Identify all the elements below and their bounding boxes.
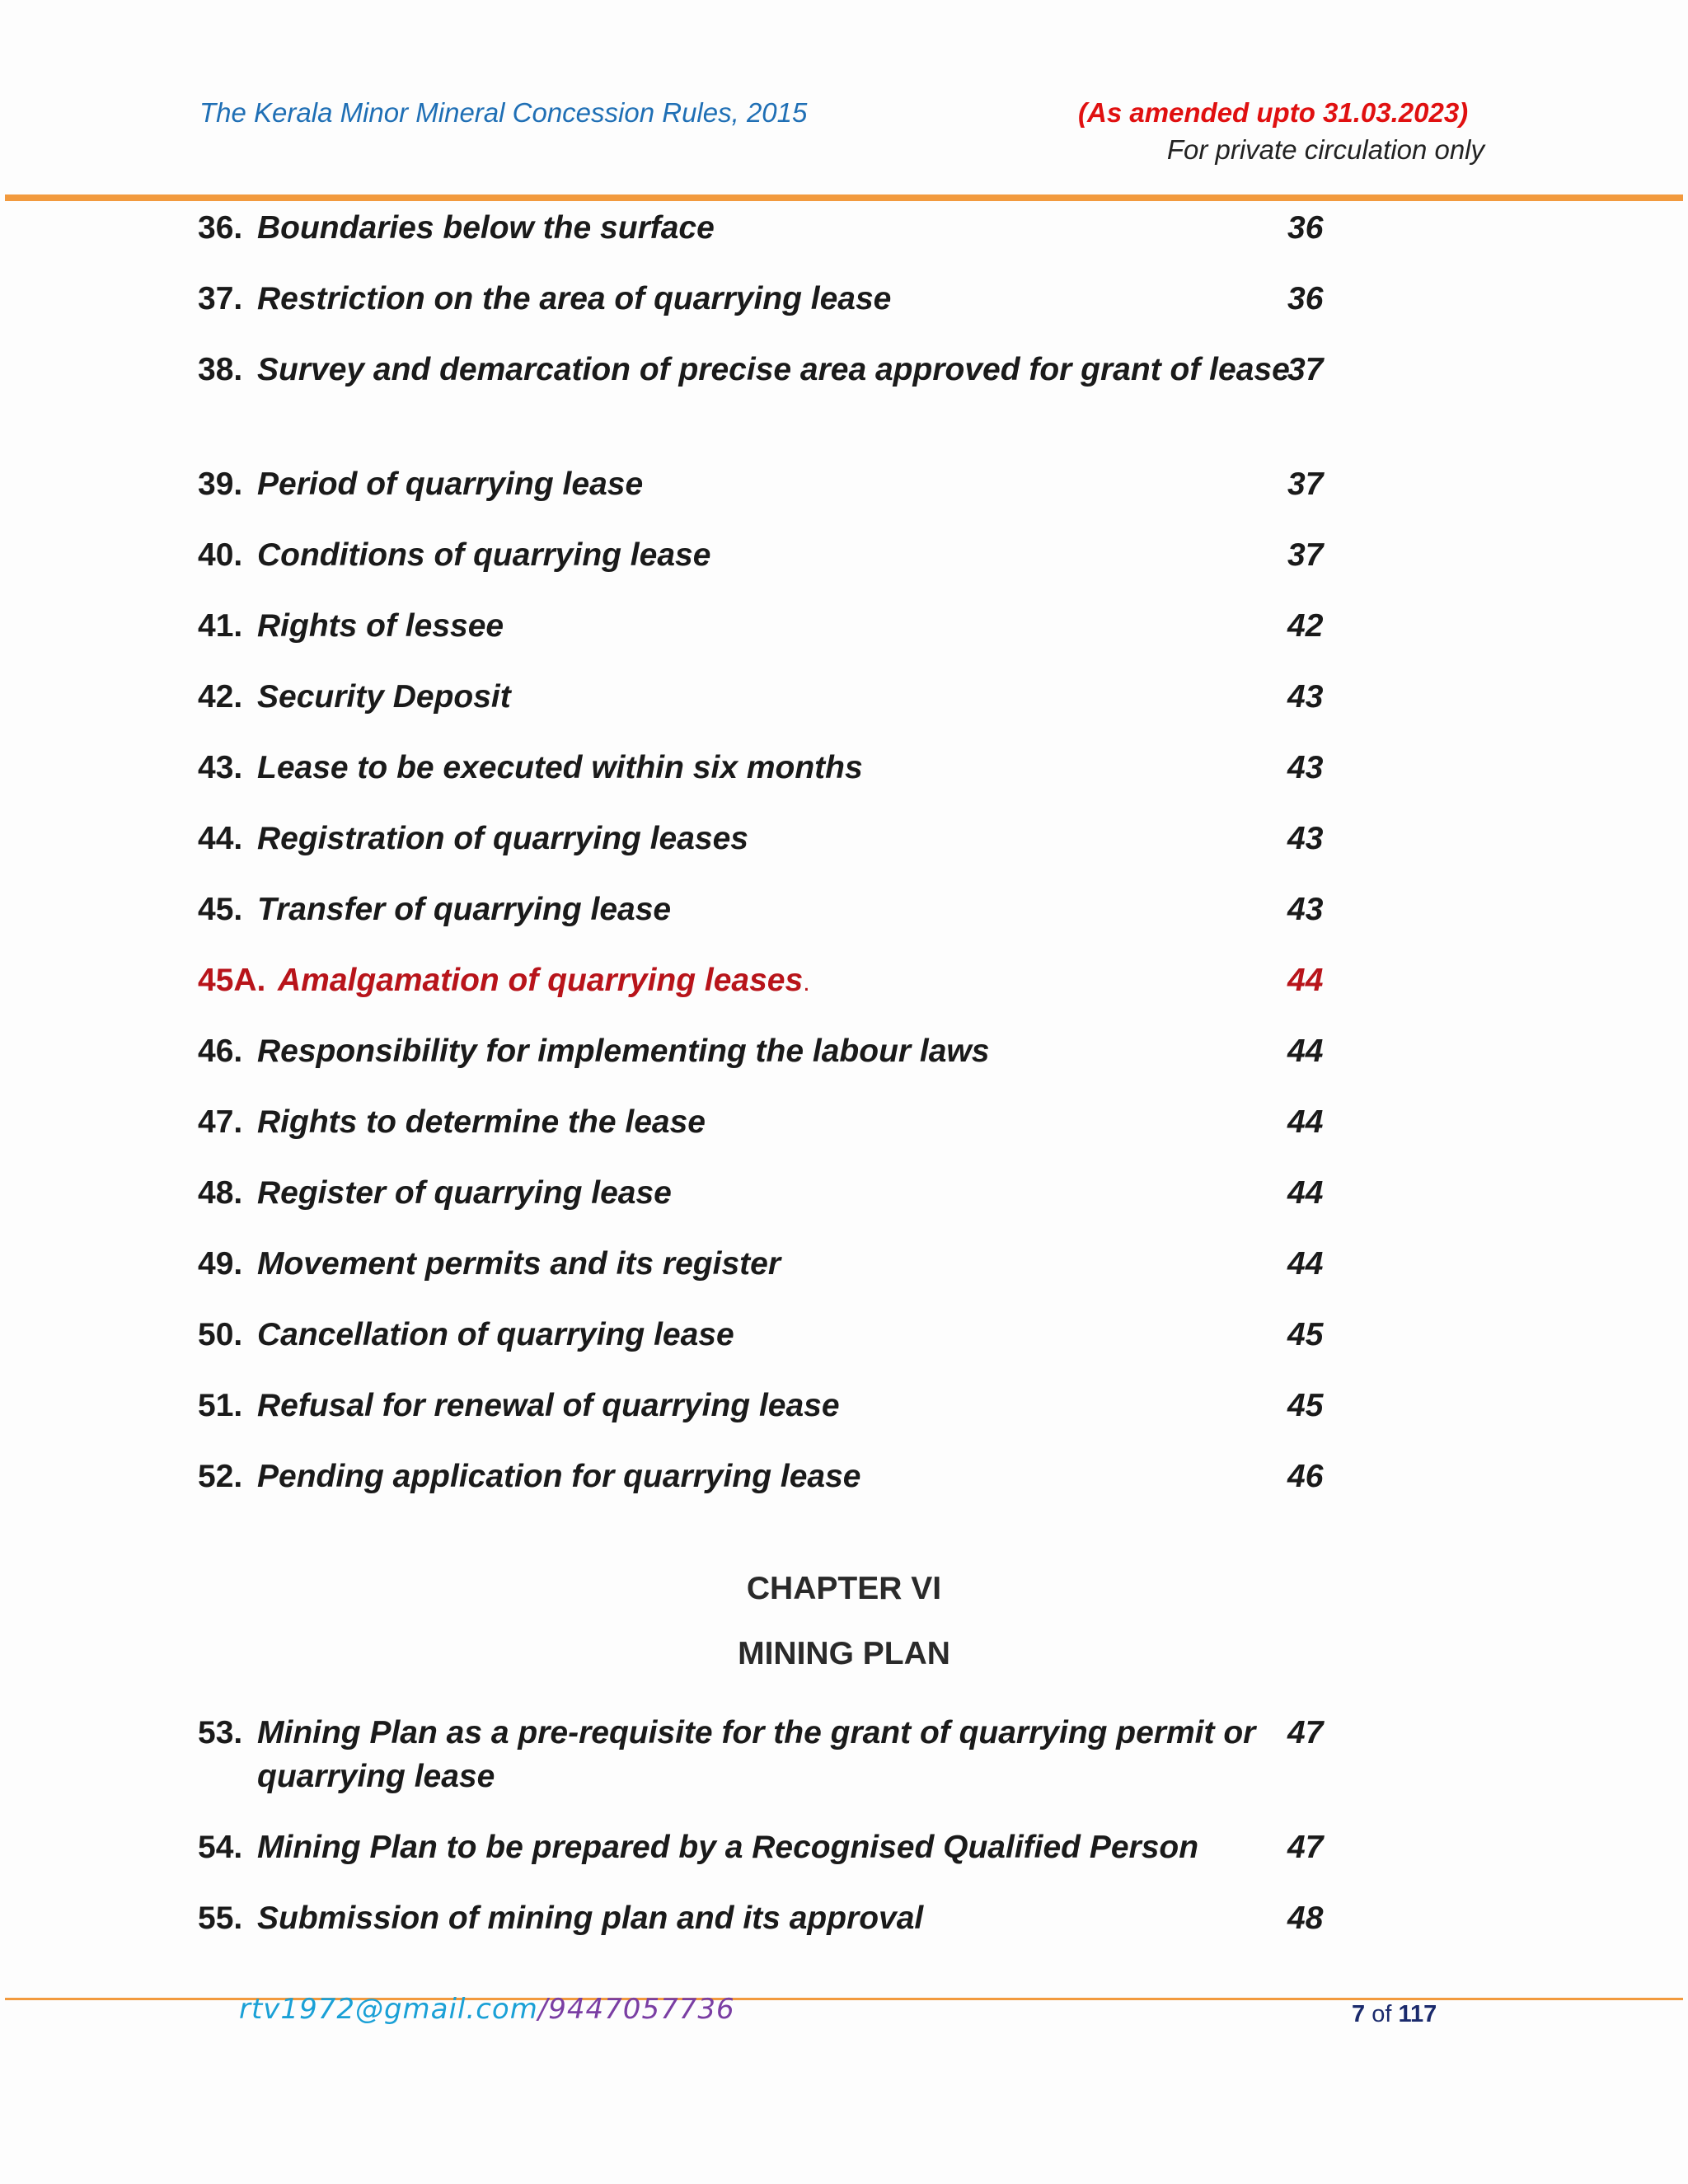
toc-entry-title — [257, 1029, 1296, 1073]
header-circulation-note: For private circulation only — [1166, 134, 1484, 165]
toc-entry-number: 37. — [198, 281, 243, 316]
toc-entry-page: 44 — [1287, 1033, 1324, 1069]
toc-entry-number: 54. — [198, 1830, 243, 1865]
toc-entry-number: 38. — [198, 352, 243, 387]
toc-entry-page: 44 — [1287, 1104, 1324, 1140]
toc-entry-title-text: Survey and demarcation of precise area approved for grant of lease — [257, 352, 1290, 387]
toc-entry-title — [257, 817, 1296, 860]
toc-entry-title-text: Movement permits and its register — [257, 1246, 781, 1282]
toc-entry-title — [257, 1100, 1296, 1144]
footer-phone: 9447057736 — [548, 1993, 735, 2026]
toc-entry-title — [257, 888, 1296, 931]
toc-entry-title — [257, 206, 1296, 250]
toc-entry-title — [257, 1455, 1296, 1498]
toc-entry-title-text: Lease to be executed within six months — [257, 750, 863, 785]
toc-entry-page: 43 — [1287, 679, 1324, 715]
toc-entry-page: 44 — [1287, 1246, 1324, 1282]
toc-entry-title — [257, 348, 1296, 391]
toc-entry-title-text: Cancellation of quarrying lease — [257, 1317, 734, 1352]
toc-entry-title-text: Restriction on the area of quarrying lease — [257, 281, 892, 316]
toc-entry-page: 37 — [1287, 537, 1324, 573]
toc-entry-page: 37 — [1287, 352, 1324, 387]
toc-entry-title — [278, 958, 1316, 1005]
toc-entry-number: 55. — [198, 1900, 243, 1936]
toc-entry-title — [257, 462, 1296, 506]
toc-entry-title-text: Pending application for quarrying lease — [257, 1459, 861, 1494]
toc-entry-number: 51. — [198, 1388, 243, 1423]
toc-entry-title — [257, 746, 1296, 790]
header-amended-note: (As amended upto 31.03.2023) — [1078, 97, 1469, 128]
toc-entry-title — [257, 1825, 1296, 1869]
toc-entry-number: 52. — [198, 1459, 243, 1494]
toc-entry-title — [257, 1711, 1296, 1798]
toc-entry-number: 46. — [198, 1033, 243, 1069]
toc-entry-title-text: Period of quarrying lease — [257, 466, 644, 502]
toc-entry-number: 43. — [198, 750, 243, 785]
toc-entry-page: 43 — [1287, 892, 1324, 927]
toc-entry-title — [257, 1171, 1296, 1215]
toc-entry-number: 42. — [198, 679, 243, 715]
toc-entry-page: 47 — [1287, 1830, 1324, 1865]
toc-entry-title-text: Registration of quarrying leases — [257, 821, 748, 856]
toc-entry-title-text: Transfer of quarrying lease — [257, 892, 672, 927]
toc-entry-page: 36 — [1287, 210, 1324, 246]
footer-separator: / — [537, 1993, 549, 2026]
footer-email: rtv1972@gmail.com — [239, 1993, 538, 2026]
toc-entry-page: 43 — [1287, 821, 1324, 856]
toc-entry-number: 45A. — [198, 963, 266, 998]
toc-entry-title — [257, 1313, 1296, 1357]
chapter-name: MINING PLAN — [738, 1636, 950, 1671]
toc-entry-title-text: Mining Plan as a pre-requisite for the grant of quarrying permit or quarrying lease — [257, 1715, 1256, 1794]
toc-entry-title-text: Register of quarrying lease — [257, 1175, 672, 1211]
toc-entry-title-text: Refusal for renewal of quarrying lease — [257, 1388, 840, 1423]
toc-entry-number: 39. — [198, 466, 243, 502]
toc-entry-number: 50. — [198, 1317, 243, 1352]
toc-entry-number: 40. — [198, 537, 243, 573]
page-current: 7 — [1352, 2001, 1366, 2027]
toc-entry-title-text: Conditions of quarrying lease — [257, 537, 711, 573]
toc-entry-title-text: Responsibility for implementing the labour laws — [257, 1033, 990, 1069]
toc-entry-number: 36. — [198, 210, 243, 246]
toc-entry-page: 44 — [1287, 1175, 1324, 1211]
toc-entry-page: 45 — [1287, 1388, 1324, 1423]
toc-entry-page: 45 — [1287, 1317, 1324, 1352]
toc-entry-number: 53. — [198, 1715, 243, 1750]
toc-entry-title-text: Rights to determine the lease — [257, 1104, 706, 1140]
toc-entry-title-text: Submission of mining plan and its approval — [257, 1900, 924, 1936]
toc-entry-page: 46 — [1287, 1459, 1324, 1494]
toc-entry-number: 47. — [198, 1104, 243, 1140]
toc-entry-suffix: . — [803, 969, 810, 996]
toc-entry-page: 36 — [1287, 281, 1324, 316]
toc-entry-title — [257, 277, 1296, 321]
toc-entry-title-text: Boundaries below the surface — [257, 210, 715, 246]
toc-entry-number: 45. — [198, 892, 243, 927]
toc-entry-title — [257, 1896, 1296, 1940]
page-total: 117 — [1398, 2001, 1437, 2027]
page-of: of — [1372, 2001, 1392, 2027]
toc-entry-title — [257, 1384, 1296, 1427]
header-title: The Kerala Minor Mineral Concession Rules, 2015 — [199, 97, 808, 128]
toc-entry-page: 42 — [1287, 608, 1324, 644]
header-divider — [5, 194, 1683, 201]
toc-entry-page: 48 — [1287, 1900, 1324, 1936]
toc-entry-page: 47 — [1287, 1715, 1324, 1750]
toc-entry-title-text: Rights of lessee — [257, 608, 504, 644]
toc-entry-title-text: Amalgamation of quarrying leases — [278, 963, 804, 998]
chapter-number: CHAPTER VI — [746, 1571, 942, 1606]
toc-entry-number: 44. — [198, 821, 243, 856]
toc-entry-title — [257, 533, 1296, 577]
toc-entry-title-text: Security Deposit — [257, 679, 511, 715]
toc-entry-title-text: Mining Plan to be prepared by a Recognised Qualified Person — [257, 1830, 1199, 1865]
toc-entry-number: 49. — [198, 1246, 243, 1282]
toc-entry-page: 43 — [1287, 750, 1324, 785]
toc-entry-title — [257, 1242, 1296, 1286]
toc-entry-title — [257, 675, 1296, 719]
toc-entry-page: 37 — [1287, 466, 1324, 502]
toc-entry-number: 41. — [198, 608, 243, 644]
toc-entry-number: 48. — [198, 1175, 243, 1211]
footer-contact — [239, 1993, 735, 2026]
toc-entry-page: 44 — [1287, 963, 1324, 998]
toc-entry-title — [257, 604, 1296, 648]
page-number — [1352, 2001, 1437, 2028]
